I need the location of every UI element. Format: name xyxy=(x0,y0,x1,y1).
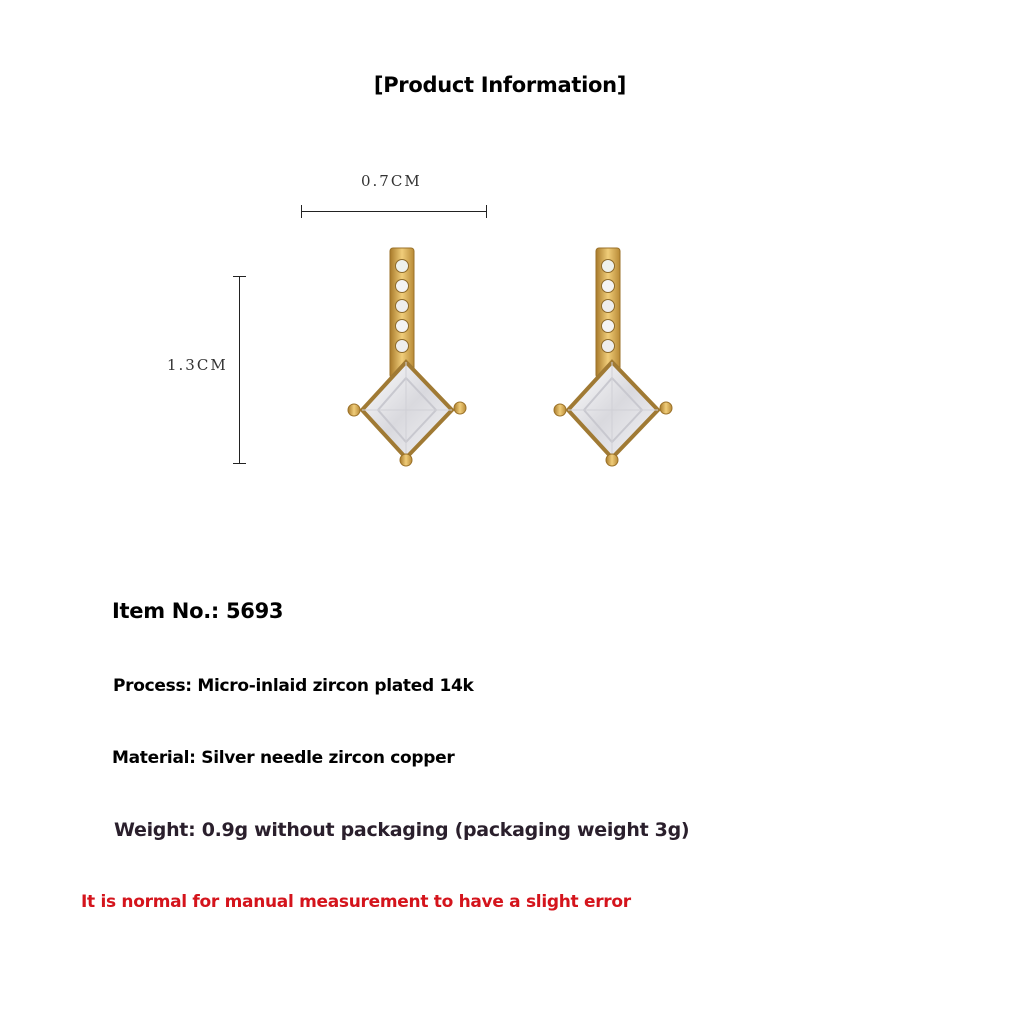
earring-icon xyxy=(546,244,676,472)
material-info: Material: Silver needle zircon copper xyxy=(112,748,455,768)
height-dimension-label: 1.3CM xyxy=(167,356,228,374)
page-title: [Product Information] xyxy=(373,73,627,97)
width-ruler xyxy=(301,211,487,212)
weight-info: Weight: 0.9g without packaging (packaging weight 3g) xyxy=(114,819,690,841)
item-number: Item No.: 5693 xyxy=(112,599,284,623)
process-info: Process: Micro-inlaid zircon plated 14k xyxy=(113,676,474,696)
earring-icon xyxy=(340,244,470,472)
width-dimension-label: 0.7CM xyxy=(361,172,422,190)
measurement-note: It is normal for manual measurement to have a slight error xyxy=(81,892,631,912)
height-ruler xyxy=(239,276,240,464)
